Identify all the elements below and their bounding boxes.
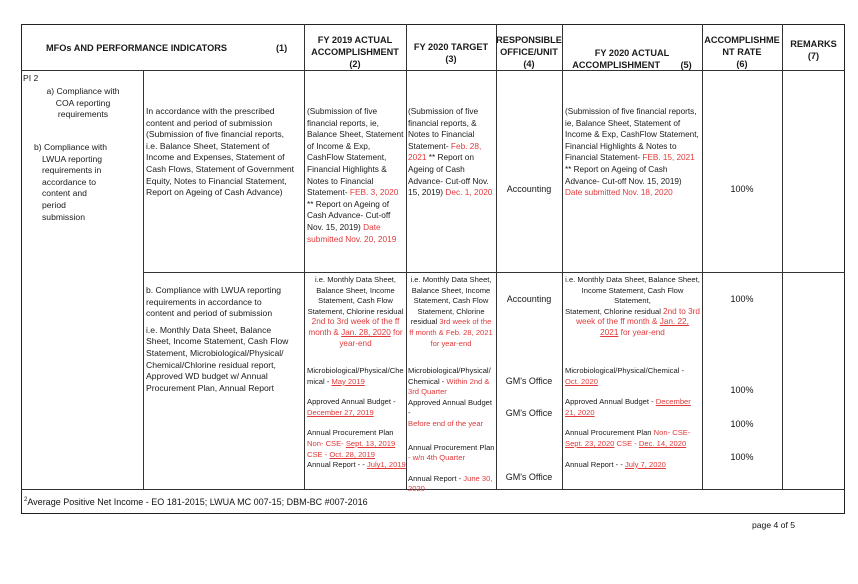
- col-divider: [782, 24, 783, 489]
- fy2020-dates: [565, 439, 702, 450]
- row2-office-1: Accounting: [506, 294, 552, 304]
- fy2020-residual: [563, 307, 702, 318]
- target-chem-label: Chemical -: [408, 376, 447, 386]
- col-divider: [304, 24, 305, 489]
- target-line: financial reports, &: [408, 117, 477, 128]
- fy2020-red3: for year-end: [618, 327, 665, 337]
- row1-target: [408, 106, 496, 199]
- fy2019-line: Notes to Financial: [307, 175, 374, 186]
- footnote-text: Average Positive Net Income - EO 181-2015; LWUA MC 007-15; DBM-BC #007-2016: [27, 497, 368, 507]
- target-stmt-label: Statement-: [408, 140, 451, 151]
- fy2020-cse: CSE -: [614, 438, 639, 448]
- fy2019-line: ** Report on Ageing of: [307, 198, 390, 209]
- header-col5-line2: [562, 59, 702, 71]
- indicator-line: content and period of submission: [146, 117, 273, 128]
- target-line: Ageing of Cash: [408, 163, 465, 174]
- item-b-line: content and: [42, 188, 87, 199]
- row2-fy2019: [305, 275, 406, 349]
- fy2020-line: Income Statement, Cash Flow Statement,: [581, 285, 684, 306]
- fy2019-line: of Income & Exp,: [307, 140, 371, 151]
- header-col3-line2: (3): [445, 54, 457, 64]
- footnote: [24, 497, 368, 507]
- col-divider: [702, 24, 703, 489]
- indicator-line: Procurement Plan, Annual Report: [146, 382, 275, 393]
- fy2019-line: Financial Highlights &: [307, 163, 387, 174]
- fy2020-jan: Jan. 22,: [659, 317, 689, 327]
- row2-rate-2: 100%: [730, 385, 754, 395]
- fy2020-budget-date2: 21, 2020: [565, 407, 595, 417]
- fy2020-line: Financial Highlights & Notes to: [565, 141, 677, 151]
- fy2020-budget-date1: December: [655, 397, 691, 407]
- fy2019-may: May 2019: [331, 376, 365, 386]
- fy2019-stmt: [307, 187, 406, 199]
- header-col3: [406, 41, 496, 65]
- fy2019-stmt-date: FEB. 3, 2020: [349, 187, 399, 198]
- target-annual: [408, 474, 496, 485]
- row2-fy2020-b: [565, 366, 702, 470]
- fy2020-residual-text: Statement, Chlorine residual: [565, 306, 664, 316]
- indicator-line: requirements in accordance to: [146, 296, 262, 307]
- target-line: Advance- Cut-off Nov.: [408, 175, 489, 186]
- target-year-line: [408, 152, 496, 164]
- item-b: [34, 142, 142, 223]
- header-col5-line1: FY 2020 ACTUAL: [594, 48, 670, 58]
- target-annual-label: Annual Report -: [408, 473, 464, 483]
- fy2019-mical-text: mical -: [307, 376, 332, 386]
- row1-fy2019: [307, 106, 406, 245]
- fy2020-annual-label: Annual Report - -: [565, 459, 625, 469]
- header-col7: [782, 38, 845, 62]
- footnote-sup: 2: [24, 497, 28, 503]
- fy2019-stmt-label: Statement-: [307, 187, 350, 198]
- fy2020-line: Income & Exp, CashFlow Statement,: [565, 130, 699, 140]
- header-col4: [496, 34, 562, 70]
- indicator-line: Cash Flows, Statement of Government: [146, 163, 295, 174]
- fy2019-line: Statement, Cash Flow: [318, 296, 393, 306]
- fy2019-budget-date: December 27, 2019: [307, 407, 374, 417]
- fy2020-app: [565, 428, 702, 439]
- row2-fy2020: [563, 275, 702, 339]
- fy2020-micro: Microbiological/Physical/Chemical -: [565, 366, 685, 375]
- col-divider: [406, 24, 407, 489]
- target-budget: Approved Annual Budget -: [408, 397, 493, 418]
- row2-indicator: [146, 285, 304, 394]
- fy2020-line: Advance- Cut-off Nov. 15, 2019): [565, 176, 682, 186]
- fy2019-jan: Jan. 28, 2020: [341, 327, 391, 337]
- target-year: 2021: [408, 152, 427, 163]
- row2-rate-3: 100%: [730, 419, 754, 429]
- fy2019-budget: Approved Annual Budget -: [307, 397, 396, 407]
- fy2019-date-submitted: submitted Nov. 20, 2019: [307, 233, 397, 244]
- target-red1: 3rd week of the: [439, 317, 492, 327]
- indicator-line: Report on Ageing of Cash Advance): [146, 187, 283, 198]
- fy2019-noncse-label: Non- CSE-: [307, 438, 346, 448]
- fy2020-sept: Sept. 23, 2020: [565, 438, 615, 448]
- target-cutoff-date: Dec. 1, 2020: [445, 187, 493, 198]
- header-divider: [21, 70, 845, 71]
- item-a-line: COA reporting: [55, 97, 111, 108]
- item-b-line: LWUA reporting: [42, 153, 103, 164]
- fy2019-line: financial reports, ie,: [307, 117, 379, 128]
- fy2019-noncse: [307, 439, 406, 450]
- fy2019-annual-date: July1, 2019: [366, 460, 406, 470]
- fy2020-line: i.e. Monthly Data Sheet, Balance Sheet,: [565, 275, 700, 284]
- target-red3: for year-end: [430, 338, 472, 348]
- row2-office-2: GM's Office: [505, 376, 553, 386]
- header-col7-line2: (7): [807, 51, 820, 61]
- fy2020-jan2: 2021: [600, 327, 619, 337]
- fy2019-cse: [307, 450, 406, 461]
- header-col5-num: (5): [680, 60, 692, 70]
- header-col1: [24, 42, 304, 54]
- target-red2: ff month & Feb. 28, 2021: [409, 327, 493, 337]
- fy2020-app-red: Non- CSE-: [653, 428, 691, 438]
- indicator-line: (Submission of five financial reports,: [146, 129, 285, 140]
- indicator-line: In accordance with the prescribed: [146, 106, 275, 116]
- page-number: page 4 of 5: [752, 520, 796, 530]
- header-col4-line2: OFFICE/UNIT: [500, 47, 558, 57]
- target-budget-red: Before end of the year: [408, 418, 484, 428]
- header-col6-line1: ACCOMPLISHME: [704, 35, 780, 45]
- target-line: Statement, Chlorine: [417, 306, 485, 316]
- row-divider: [143, 272, 845, 273]
- header-col6-line2: NT RATE: [722, 47, 762, 57]
- header-col2-line2: ACCOMPLISHMENT: [311, 47, 399, 57]
- target-annual-red: June 30,: [463, 473, 493, 483]
- row2-rate-4: 100%: [730, 452, 754, 462]
- item-a: [24, 86, 142, 121]
- item-b-line: accordance to: [42, 176, 96, 187]
- col-divider: [562, 24, 563, 489]
- row2-rate-1: 100%: [730, 294, 754, 304]
- fy2019-line: Cash Advance- Cut-off: [307, 210, 391, 221]
- target-stmt-date: Feb. 28,: [450, 140, 482, 151]
- fy2020-line: (Submission of five financial reports,: [565, 107, 697, 116]
- target-quarter: 3rd Quarter: [408, 387, 447, 397]
- header-col6: [702, 34, 782, 70]
- fy2020-oct: Oct. 2020: [565, 376, 598, 386]
- fy2020-annual-date: July 7, 2020: [624, 459, 666, 469]
- fy2020-yearend: [563, 328, 702, 339]
- indicator-line: Approved WD budget w/ Annual: [146, 371, 268, 382]
- fy2020-line: ie, Balance Sheet, Statement of: [565, 118, 681, 128]
- header-col1-label: MFOs AND PERFORMANCE INDICATORS: [46, 43, 228, 53]
- target-stmt: [408, 141, 496, 153]
- fy2020-stmt: [565, 152, 702, 164]
- fy2020-app-label: Annual Procurement Plan: [565, 428, 654, 438]
- target-line: Notes to Financial: [408, 129, 475, 140]
- fy2020-stmt-label: Financial Statement-: [565, 153, 643, 163]
- col-divider: [143, 70, 144, 489]
- fy2020-line: ** Report on Ageing of Cash: [565, 164, 668, 174]
- indicator-line: Sheet, Income Statement, Cash Flow: [146, 336, 289, 347]
- indicator-line: Income and Expenses, Statement of: [146, 152, 285, 163]
- fy2020-budget: [565, 397, 702, 408]
- target-residual-text: residual: [410, 317, 440, 327]
- fy2019-noncse-date: Sept. 13, 2019: [345, 438, 396, 448]
- target-line: Statement, Cash Flow: [413, 296, 489, 306]
- header-col3-line1: FY 2020 TARGET: [413, 42, 489, 52]
- item-a-line: requirements: [57, 109, 109, 120]
- header-col2: [304, 34, 406, 70]
- fy2019-month: [305, 328, 406, 339]
- indicator-line: Chemical/Chlorine residual report,: [146, 359, 276, 370]
- header-col4-line3: (4): [523, 59, 535, 69]
- fy2020-annual: [565, 460, 702, 471]
- item-b-line: requirements in: [42, 165, 102, 176]
- item-b-line: submission: [42, 211, 85, 222]
- target-residual: [406, 317, 496, 328]
- target-report-on: ** Report on: [426, 152, 474, 163]
- header-col2-line1: FY 2019 ACTUAL: [317, 35, 393, 45]
- fy2019-annual-label: Annual Report - -: [307, 460, 367, 470]
- row2-office-4: GM's Office: [505, 472, 553, 482]
- fy2019-yearend: year-end: [339, 338, 372, 348]
- item-b-line: b) Compliance with: [34, 142, 108, 152]
- row1-rate: 100%: [730, 184, 754, 194]
- target-cutoff-text: 15, 2019): [408, 187, 446, 198]
- target-app-red: - w/n 4th Quarter: [408, 453, 465, 463]
- indicator-line: content and period of submission: [146, 308, 273, 319]
- fy2019-cse-date: Oct. 28, 2019: [329, 449, 375, 459]
- target-annual-year: 2020: [408, 484, 425, 494]
- fy2019-annual: [307, 460, 406, 471]
- fy2019-mical: [307, 377, 406, 388]
- header-col6-line3: (6): [736, 59, 748, 69]
- header-col7-line1: REMARKS: [790, 39, 837, 49]
- fy2019-line: Balance Sheet, Income: [316, 285, 395, 295]
- row2-office-3: GM's Office: [505, 408, 553, 418]
- header-col1-num: (1): [276, 43, 288, 53]
- fy2020-stmt-date: FEB. 15, 2021: [642, 153, 695, 163]
- header-col4-line1: RESPONSIBLE: [496, 35, 562, 45]
- target-micro: Microbiological/Physical/: [408, 366, 491, 375]
- indicator-line: Statement, Microbiological/Physical/: [146, 347, 284, 358]
- row2-target-b: [408, 366, 496, 495]
- fy2019-line: Statement, Chlorine residual: [307, 306, 404, 316]
- fy2020-dec: Dec. 14, 2020: [638, 438, 687, 448]
- fy2019-red: 2nd to 3rd week of the ff: [311, 317, 400, 327]
- target-chem: [408, 377, 496, 388]
- target-line: i.e. Monthly Data Sheet,: [410, 275, 492, 284]
- fy2019-line: (Submission of five: [307, 106, 378, 116]
- indicator-line: b. Compliance with LWUA reporting: [146, 285, 282, 295]
- fy2019-date-label: Date: [363, 221, 381, 232]
- fy2019-cutoff-text: Nov. 15, 2019): [307, 221, 364, 232]
- row1-fy2020: [565, 106, 702, 199]
- fy2019-cutoff: [307, 222, 406, 234]
- target-line: (Submission of five: [408, 106, 479, 116]
- fy2020-red1: 2nd to 3rd: [663, 306, 700, 316]
- fy2020-budget-label: Approved Annual Budget -: [565, 397, 656, 407]
- fy2019-for: for: [390, 327, 403, 337]
- target-chem-red: Within 2nd &: [446, 376, 490, 386]
- fy2020-red2: week of the ff month &: [576, 317, 660, 327]
- item-b-line: period: [42, 199, 66, 210]
- target-line: Balance Sheet, Income: [411, 285, 491, 295]
- item-a-line: a) Compliance with: [46, 86, 120, 96]
- fy2020-week: [563, 317, 702, 328]
- row1-indicator: [146, 106, 304, 199]
- indicator-line: Equity, Notes to Financial Statement,: [146, 175, 287, 186]
- fy2019-line: CashFlow Statement,: [307, 152, 387, 163]
- header-col5: [562, 47, 702, 71]
- fy2019-micro: Microbiological/Physical/Che: [307, 366, 404, 375]
- pi-label: PI 2: [23, 73, 39, 83]
- indicator-line: i.e. Balance Sheet, Statement of: [146, 140, 270, 151]
- fy2019-cse-label: CSE -: [307, 449, 330, 459]
- header-col5-label: ACCOMPLISHMENT: [572, 60, 661, 70]
- row1-office: Accounting: [506, 184, 552, 194]
- row2-target: [406, 275, 496, 349]
- fy2019-month-text: month &: [308, 327, 342, 337]
- fy2019-line: Balance Sheet, Statement: [307, 129, 404, 140]
- target-cutoff: [408, 187, 496, 199]
- target-app: Annual Procurement Plan: [408, 442, 495, 452]
- row2-fy2019-b: [307, 366, 406, 471]
- indicator-line: i.e. Monthly Data Sheet, Balance: [146, 324, 272, 335]
- fy2019-line: i.e. Monthly Data Sheet,: [314, 275, 397, 284]
- fy2019-app: Annual Procurement Plan: [307, 428, 394, 438]
- fy2020-date-submitted: Date submitted Nov. 18, 2020: [565, 188, 673, 198]
- header-col2-line3: (2): [349, 59, 361, 69]
